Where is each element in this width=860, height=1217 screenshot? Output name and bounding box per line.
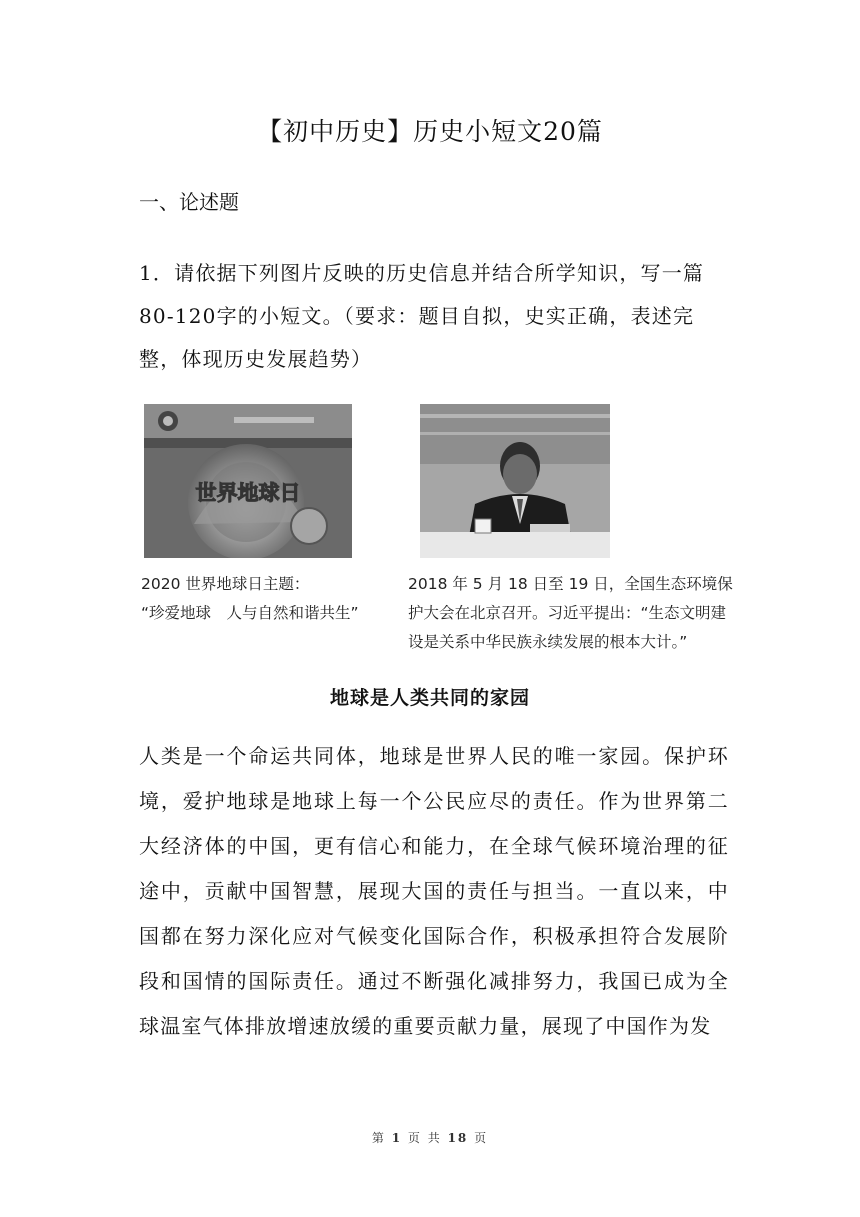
footer-middle: 页 共 (407, 1131, 442, 1145)
document-title: 【初中历史】历史小短文20篇 (257, 117, 603, 146)
figure2-caption: 2018 年 5 月 18 日至 19 日，全国生态环境保护大会在北京召开。习近平提出：“生态文明建设是关系中华民族永续发展的根本大计。” (408, 575, 733, 651)
footer-suffix: 页 (474, 1131, 489, 1145)
earth-day-poster-graphic (144, 404, 352, 558)
figure1-caption (141, 570, 411, 628)
footer-page-number: 1 (391, 1131, 403, 1145)
page-footer (0, 1129, 860, 1146)
essay-title: 地球是人类共同的家园 (329, 687, 530, 709)
essay-body: 人类是一个命运共同体，地球是世界人民的唯一家园。保护环境，爱护地球是地球上每一个公民应尽的责任。作为世界第二大经济体的中国，更有信心和能力，在全球气候环境治理的征途中，贡献中国智慧，展现大国的责任与担当。一直以来，中国都在努力深化应对气候变化国际合作，积极承担符合发展阶段和国情的国际责任。通过不断强化减排努力，我国已成为全球温室气体排放增速放缓的重要贡献力量，展现了中国作为发 (139, 744, 729, 1038)
earth-day-poster-image (144, 404, 352, 558)
footer-total-pages: 18 (447, 1131, 469, 1145)
figure1-caption-line1: 2020 世界地球日主题： (141, 575, 310, 593)
conference-photo-image (420, 404, 610, 558)
conference-photo-graphic (420, 404, 610, 558)
footer-prefix: 第 (371, 1131, 386, 1145)
figure1-caption-line2: “珍爱地球 人与自然和谐共生” (141, 604, 359, 622)
earth-day-image-text: 世界地球日 (195, 481, 301, 505)
question-text: 1．请依据下列图片反映的历史信息并结合所学知识，写一篇80-120字的小短文。（要求：题目自拟，史实正确，表述完整，体现历史发展趋势） (139, 261, 705, 371)
section-heading: 一、论述题 (139, 190, 239, 214)
